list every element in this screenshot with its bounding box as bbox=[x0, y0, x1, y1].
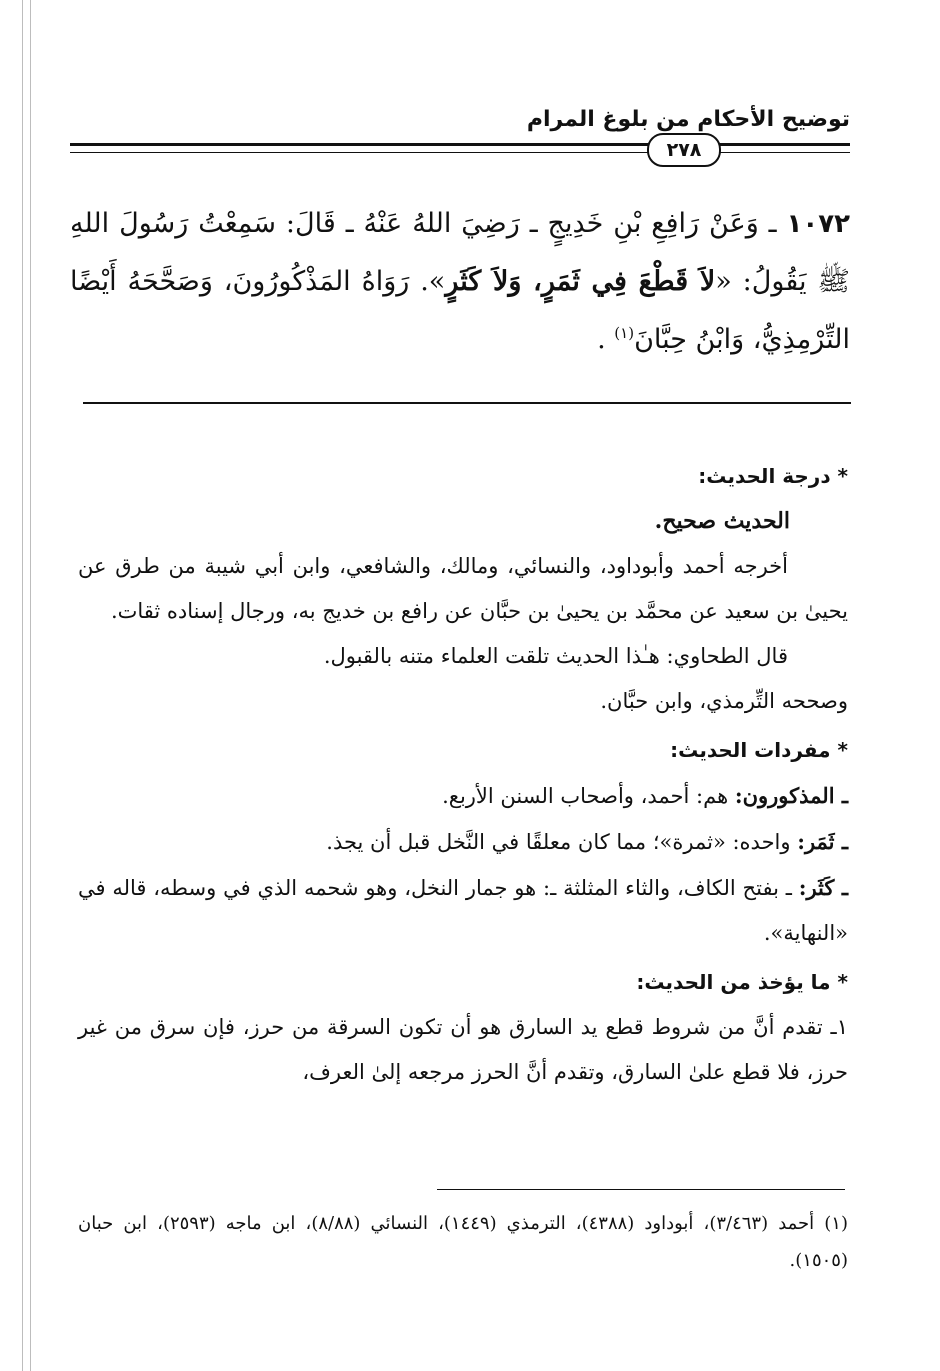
lessons-heading: * ما يؤخذ من الحديث: bbox=[636, 970, 848, 994]
running-title: توضيح الأحكام من بلوغ المرام bbox=[526, 107, 850, 132]
commentary bbox=[78, 450, 848, 1095]
vocab-definition: هم: أحمد، وأصحاب السنن الأربع. bbox=[442, 784, 735, 808]
vocab-item bbox=[78, 865, 848, 956]
hadith-number: ١٠٧٢ bbox=[786, 209, 850, 239]
vocab-term: ـ كَثَر: bbox=[798, 875, 848, 900]
page-header bbox=[70, 95, 850, 165]
hadith-quote: لاَ قَطْعَ فِي ثَمَرٍ، وَلاَ كَثَرٍ bbox=[445, 266, 716, 297]
hadith-intro: ـ وَعَنْ رَافِعِ بْنِ خَدِيجٍ ـ رَضِيَ اللهُ عَنْهُ ـ قَالَ: سَمِعْتُ رَسُولَ اللهِ ﷺ يَقُولُ: « bbox=[70, 208, 851, 297]
grade-statement: الحديث صحيح. bbox=[654, 508, 790, 534]
grade-paragraph: أخرجه أحمد وأبوداود، والنسائي، ومالك، والشافعي، وابن أبي شيبة من طرق عن يحيىٰ بن سعيد عن محمَّد بن يحيىٰ بن حبَّان عن رافع بن خديج به، ورجال إسناده ثقات. bbox=[78, 554, 848, 623]
vocab-item bbox=[78, 773, 848, 819]
header-rule-thick bbox=[70, 143, 850, 146]
vocab-item bbox=[78, 819, 848, 865]
vocab-heading: * مفردات الحديث: bbox=[670, 738, 848, 762]
lesson-item: ١ـ تقدم أنَّ من شروط قطع يد السارق هو أن تكون السرقة من حرز، فإن سرق من غير حرز، فلا قطع علىٰ السارق، وتقدم أنَّ الحرز مرجعه إلىٰ العرف، bbox=[78, 1015, 848, 1084]
hadith-end: . bbox=[597, 324, 606, 355]
grade-heading: * درجة الحديث: bbox=[698, 464, 848, 488]
vocab-definition: ـ بفتح الكاف، والثاء المثلثة ـ: هو جمار النخل، وهو شحمه الذي في وسطه، قاله في «النهاية». bbox=[78, 876, 848, 945]
grade-paragraph: وصححه التِّرمذي، وابن حبَّان. bbox=[600, 689, 848, 713]
hadith-outro: ». رَوَاهُ المَذْكُورُونَ، وَصَحَّحَهُ أَيْضًا التِّرْمِذِيُّ، وَابْنُ حِبَّانَ bbox=[70, 266, 850, 355]
vocab-definition: واحده: «ثمرة»؛ مما كان معلقًا في النَّخل قبل أن يجذ. bbox=[326, 830, 798, 854]
binding-line bbox=[30, 0, 31, 1371]
footnote-reference: (١) bbox=[614, 324, 635, 342]
header-rule-thin bbox=[70, 152, 850, 153]
binding-line bbox=[22, 0, 23, 1371]
grade-paragraph: قال الطحاوي: هـٰذا الحديث تلقت العلماء متنه بالقبول. bbox=[323, 644, 788, 668]
footnote-rule bbox=[437, 1189, 845, 1190]
hadith-text bbox=[70, 195, 850, 369]
page-number: ٢٧٨ bbox=[647, 133, 721, 167]
section-divider bbox=[83, 402, 851, 404]
vocab-term: ـ ثَمَر: bbox=[797, 829, 848, 854]
vocab-term: ـ المذكورون: bbox=[734, 783, 848, 808]
footnote: (١) أحمد (٣/٤٦٣)، أبوداود (٤٣٨٨)، الترمذي (١٤٤٩)، النسائي (٨/٨٨)، ابن ماجه (٢٥٩٣)، ابن حبان (١٥٠٥). bbox=[78, 1213, 848, 1271]
